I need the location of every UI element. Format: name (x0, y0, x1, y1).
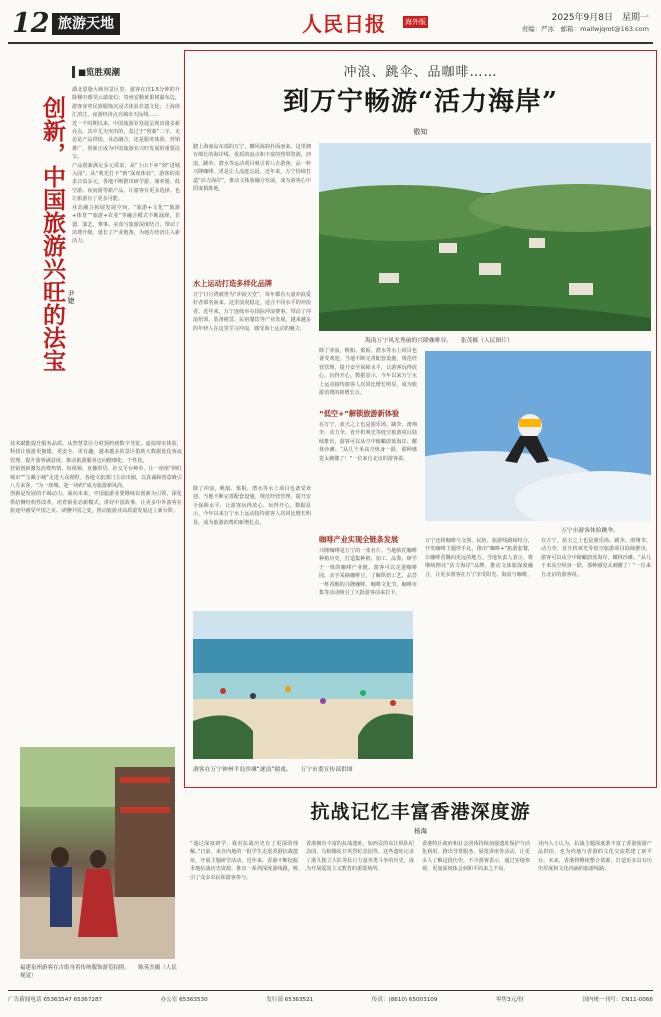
skydiving-caption: 万宁市游客体验跳伞。 (561, 528, 619, 534)
page-number: 12 (12, 8, 50, 39)
commentary-title: 创新，中国旅游兴旺的法宝 (39, 96, 66, 372)
subhead-coffee: 咖啡产业实现全链条发展 (319, 535, 399, 544)
commentary-author: 尹婕 (67, 290, 75, 304)
footer-item: 国内统一刊号：CN11-0066 (582, 997, 653, 1003)
coffee-valley-photo (319, 143, 651, 331)
feature-col3: 兴隆咖啡是万宁的一张名片。当地依托咖啡种植历史，打造集种植、加工、品鉴、研学于一体的咖啡产业链。游客可以走进咖啡园，亲手采摘咖啡豆，了解烘焙工艺，品尝一杯香醇的兴隆咖啡。咖啡文化节、咖啡市集等活动吸引了大批游客前来打卡。 (319, 548, 417, 597)
footer-item: 发行部 65363521 (266, 997, 314, 1003)
footer-item: 传真：(8610) 65003109 (371, 997, 438, 1003)
subhead-low-altitude: “低空+”解锁旅游新体验 (319, 409, 400, 418)
paragraph: 湖北恩施大峡谷景区里，游客在仅1.5分钟的升降梯中感受云端变幻；贵州安顺黄果树瀑布边，游客身穿民族服饰沉浸式体验非遗文化；上海徐汇滨江，夜游经济点亮城市天际线…… (72, 87, 180, 119)
feature-col4a: 万宁还将咖啡与文创、民宿、旅游线路相结合，开发咖啡主题伴手礼，推出“咖啡+”旅游套餐，让咖啡香飘向更远的地方。当地负责人表示，将继续擦亮“活力海岸”品牌，推动文体旅深度融合，让更多游客在万宁享受阳光、海浪与咖啡。 (425, 538, 533, 578)
feature-subtitle: 冲浪、跳伞、品咖啡…… (343, 65, 498, 80)
bottom-article-author: 杨海 (414, 827, 427, 835)
feature-title: 到万宁畅游“活力海岸” (283, 87, 558, 117)
issue-date: 2025年9月8日 星期一 (551, 13, 649, 23)
footer-item: 零售3元/份 (495, 997, 524, 1003)
feature-author: 敬知 (413, 128, 428, 136)
footer-item: 办公室 65363530 (160, 997, 208, 1003)
feature-col1b: 除了冲浪，帆船、桨板、潜水等水上项目也备受欢迎。当地不断完善配套设施，规范经营管理，提升安全保障水平，让游客玩得放心、玩得开心。数据显示，今年以来万宁水上运动接待游客人次同比增长明显，成为旅游消费的新增长点。 (193, 486, 311, 526)
footer-item: 广告新闻电话 65363547 65367287 (8, 997, 103, 1003)
feature-col4b: 在万宁，蓝天之上也是游乐场。跳伞、滑翔伞、动力伞、直升机观光等低空旅游项目陆续推出，游客可以从空中俯瞰蔚蓝海岸、椰林沙滩。“从几千米高空纵身一跃，那种感觉太刺激了！”一位来自北京的游客说。 (541, 538, 651, 578)
feature-col2: 在万宁，蓝天之上也是游乐场。跳伞、滑翔伞、动力伞、直升机观光等低空旅游项目陆续推出，游客可以从空中俯瞰蔚蓝海岸、椰林沙滩。“从几千米高空纵身一跃，那种感觉太刺激了！”一位来自北京的游客说。 (319, 422, 417, 462)
feature-article (184, 50, 657, 788)
street-photo-caption: 福建泉州游客在古街身着传统服饰游览拍照。 陈英杰摄（人民视觉） (20, 965, 177, 979)
subhead-water-sports: 水上运动打造多样化品牌 (193, 279, 273, 288)
street-photo (20, 747, 175, 959)
beach-photo (193, 611, 413, 759)
skydiving-photo (425, 351, 651, 521)
bottom-col1: “通过深度研学，我对抗战历史有了更深的理解。”日前，来自内地的一批学生走进香港抗战遗址，开展主题研学活动。近年来，香港不断挖掘本地抗战历史资源，推出一系列深度游线路，吸引了众多市民和游客参与。 (190, 841, 298, 881)
commentary-body-bottom (10, 440, 182, 740)
bottom-col3: 香港特区政府和社会团体持续加强遗址保护与活化利用，推出导赏服务、展览讲座等活动，让更多人了解这段历史。不少游客表示，通过实地参观，更加深刻体会到和平的来之不易。 (422, 841, 530, 873)
coffee-valley-caption: 海南万宁风光秀丽的兴隆咖啡谷。 张茂摄（人民图片） (365, 338, 513, 344)
newspaper-logo: 人民日报 (302, 12, 386, 36)
editors-line: 责编：严冰 邮箱：mailwjqmt@163.com (521, 25, 649, 33)
section-tab: 旅游天地 (52, 13, 120, 35)
bottom-article-title: 抗战记忆丰富香港深度游 (310, 801, 531, 823)
paragraph: 创新是发展的不竭动力。面向未来，中国旅游业要继续以创新为引领，深化供给侧结构性改革，培育新业态新模式，讲好中国故事，让更多中外游客在旅途中感受中国之美、读懂中国之变，推动旅游业高质量发展迈上新台阶。 (10, 491, 182, 515)
paragraph: 产品创新满足多元需求。从“上山下乡”到“进城入园”，从“观光打卡”到“深度体验”，游客的需求日益多元。各地不断推出研学游、康养游、低空游、夜间游等新产品，让游客有更多选择，也让旅游有了更多可能。 (72, 162, 180, 203)
column-label: ■览胜观潮 (72, 66, 182, 78)
footer (8, 990, 653, 1008)
paragraph: 业态融合拓展发展空间。“旅游+文化”“旅游+体育”“旅游+农业”等融合模式不断涌现，非遗、演艺、赛事、美食与旅游深度结合，带动了消费升级，延长了产业链条，为地方经济注入新活力。 (72, 204, 180, 245)
paragraph: 近一个时期以来，中国旅游业发展呈现出诸多新亮点，其中尤为突出的，莫过于“创新”二字。无论是产品供给、业态融合，还是服务体验、营销推广，创新正成为中国旅游业兴旺发展的重要法宝。 (72, 120, 180, 161)
paragraph: 技术赋能提升服务品质。从智慧景区分时预约到数字导览、虚拟现实体验，科技让旅游更便捷、更安全、更有趣。越来越多的景区借助大数据优化客流管理，提升游客满意度，推动旅游服务迈向精细化、个性化。 (10, 441, 182, 464)
feature-lead: 踏上海南岛东部的万宁，椰风海韵扑面而来。这里拥有绵长的海岸线、优质的浪点和丰富的热带资源，冲浪、跳伞、潜水等运动项目吸引着八方游客，品一杯兴隆咖啡，更是让人流连忘返。近年来，万宁持续打造“活力海岸”，推动文体旅融合发展，成为游客心中的度假胜地。 (193, 144, 311, 193)
bottom-col4: 业内人士认为，抗战主题深度游丰富了香港旅游产品供给，也为内地与香港的文化交流搭建了新平台。未来，香港将继续整合资源，打造更多具有历史厚度和文化内涵的旅游线路。 (538, 841, 652, 873)
beach-caption: 游客在万宁神州半岛沙滩“逐浪”嬉戏。 万宁市委宣传部供图 (193, 767, 353, 773)
paragraph: 营销创新激发消费热情。短视频、直播带货、社交平台种草，让一座座“网红城市”“宝藏小城”走进大众视野。各地文旅部门主动出圈，以真诚和创意吸引八方来客，“为一座城，赴一场约”成为旅游新风尚。 (10, 466, 182, 490)
masthead (8, 6, 653, 44)
bottom-col2: 香港拥有丰富的抗战遗址，如西贡的东江纵队纪念园、乌蛟腾抗日英烈纪念园等。这些遗址记录了港九独立大队等抗日力量英勇斗争的历史，成为开展爱国主义教育的重要场所。 (306, 841, 414, 873)
commentary-body-top (72, 86, 180, 436)
feature-col1: 万宁日月湾被誉为“冲浪天堂”，每年都有大量冲浪爱好者慕名而来。这里浪况稳定，适合不同水平的冲浪者。近年来，万宁连续举办国际冲浪赛事，带动了冲浪培训、装备租赁、民宿餐饮等产业发展。越来越多的年轻人在这里学习冲浪，感受海上运动的魅力。 (193, 292, 311, 332)
logo-badge: 海外版 (405, 18, 426, 26)
feature-col2-top: 除了冲浪，帆船、桨板、潜水等水上项目也备受欢迎。当地不断完善配套设施，规范经营管理，提升安全保障水平，让游客玩得放心、玩得开心。数据显示，今年以来万宁水上运动接待游客人次同比增长明显，成为旅游消费的新增长点。 (319, 348, 417, 397)
left-column (10, 50, 182, 985)
